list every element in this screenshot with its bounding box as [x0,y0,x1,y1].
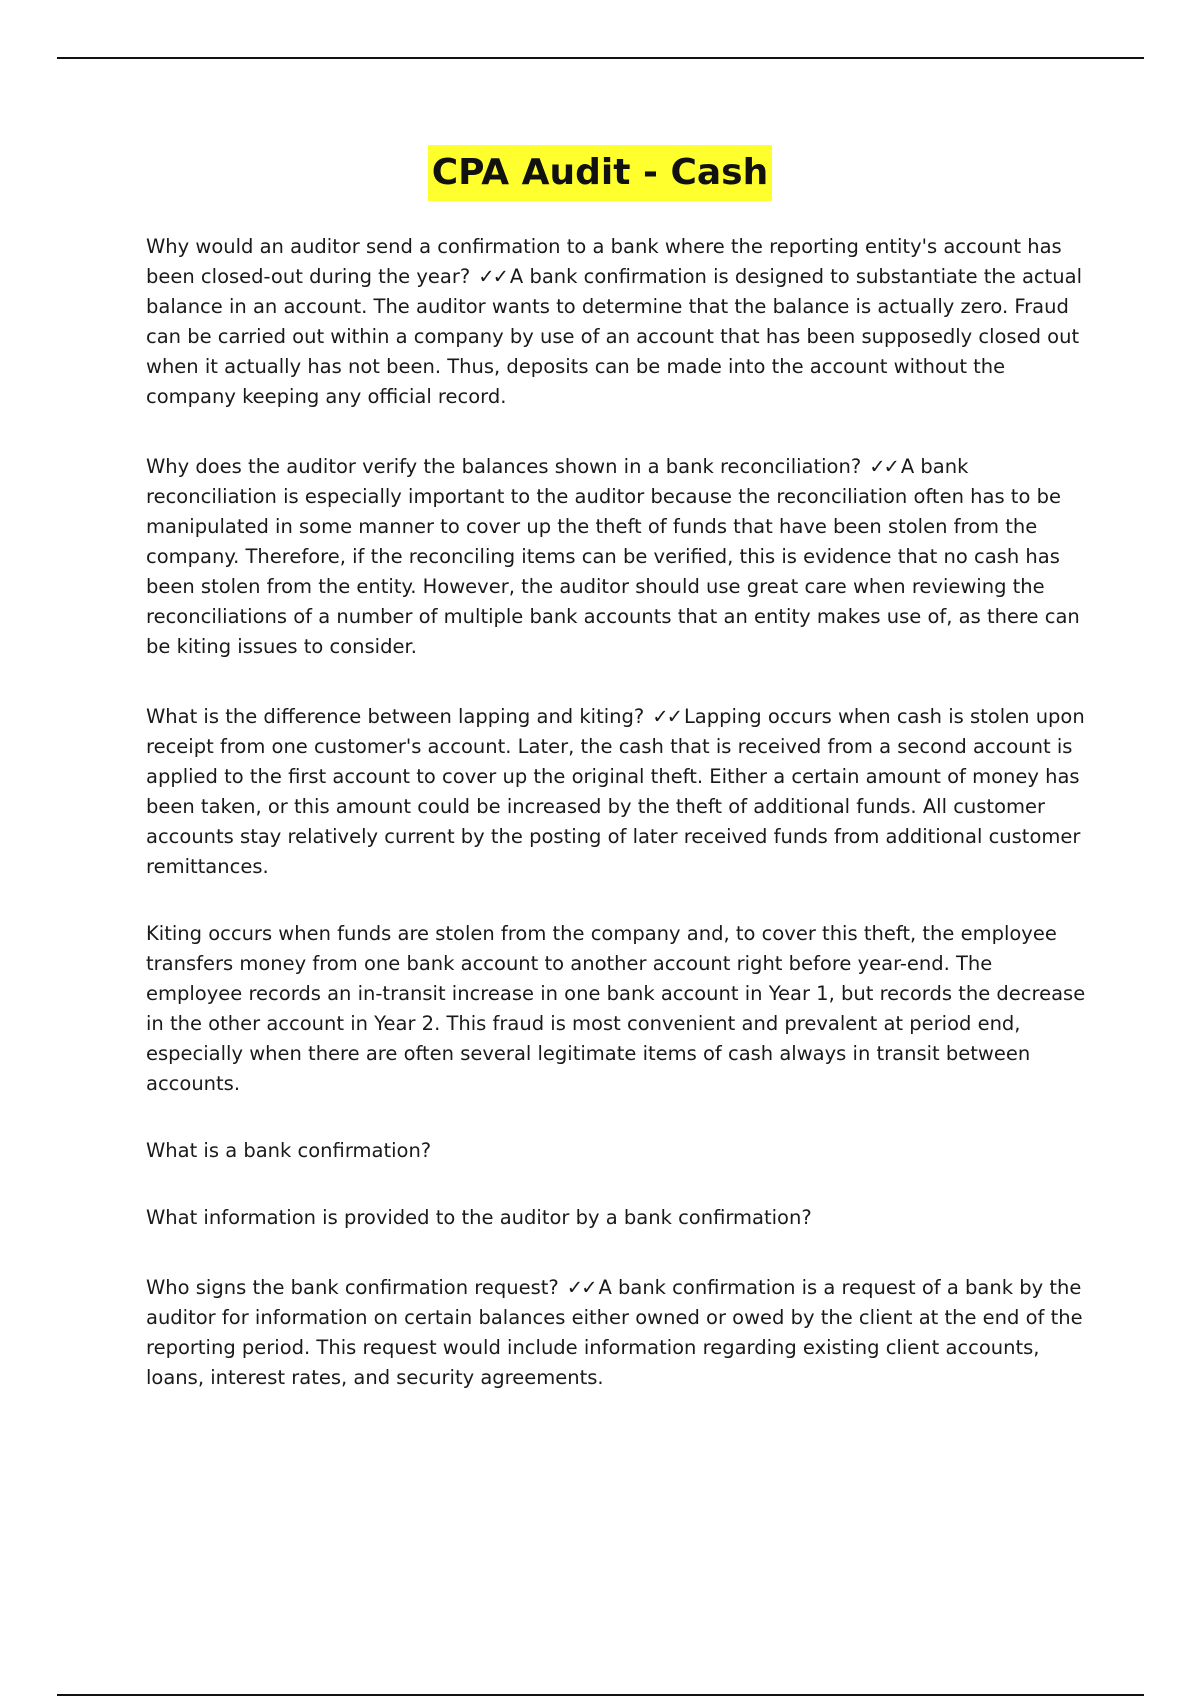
paragraph-text: What information is provided to the auditor by a bank confirmation? [146,1206,812,1229]
text-paragraph [146,919,1091,1099]
text-paragraph [146,1136,1091,1166]
qa-paragraph [146,232,1091,412]
double-check-icon: ✓✓ [566,1276,596,1299]
answer-text: A bank reconciliation is especially important to the auditor because the reconciliation often has to be manipulated in some manner to cover up the theft of funds that have been stolen from the company. Therefore, if the reconciling items can be verified, this is evidence that no cash has been stolen from the entity. However, the auditor should use great care when reviewing the reconciliations of a number of multiple bank accounts that an entity makes use of, as there can be kiting issues to consider. [146,455,1080,658]
double-check-icon: ✓✓ [869,455,898,478]
answer-text: Lapping occurs when cash is stolen upon receipt from one customer's account. Later, the cash that is received from a second account is applied to the first account to cover up the original theft. Either a certain amount of money has been taken, or this amount could be increased by the theft of additional funds. All customer accounts stay relatively current by the posting of later received funds from additional customer remittances. [146,705,1085,878]
qa-paragraph [146,1273,1091,1393]
title-container [0,145,1200,201]
text-paragraph [146,1203,1091,1233]
answer-text: A bank confirmation is a request of a bank by the auditor for information on certain balances either owned or owed by the client at the end of the reporting period. This request would include information regarding existing client accounts, loans, interest rates, and security agreements. [146,1276,1083,1389]
answer-text: A bank confirmation is designed to substantiate the actual balance in an account. The auditor wants to determine that the balance is actually zero. Fraud can be carried out within a company by use of an account that has been supposedly closed out when it actually has not been. Thus, deposits can be made into the account without the company keeping any official record. [146,265,1083,408]
question-text: Why would an auditor send a confirmation to a bank where the reporting entity's account has been closed-out during the year? [146,235,1062,288]
bottom-rule [57,1694,1144,1696]
document-title: CPA Audit - Cash [428,145,772,201]
qa-paragraph [146,452,1091,662]
paragraph-text: Kiting occurs when funds are stolen from the company and, to cover this theft, the employee transfers money from one bank account to another account right before year-end. The employee records an in-transit increase in one bank account in Year 1, but records the decrease in the other account in Year 2. This fraud is most convenient and prevalent at period end, especially when there are often several legitimate items of cash always in transit between accounts. [146,922,1086,1095]
top-rule [57,57,1144,59]
double-check-icon: ✓✓ [652,705,681,728]
paragraph-text: What is a bank confirmation? [146,1139,432,1162]
question-text: Why does the auditor verify the balances shown in a bank reconciliation? [146,455,862,478]
qa-paragraph [146,702,1091,882]
question-text: What is the difference between lapping and kiting? [146,705,645,728]
document-body [146,232,1091,1433]
question-text: Who signs the bank confirmation request? [146,1276,559,1299]
double-check-icon: ✓✓ [478,265,507,288]
